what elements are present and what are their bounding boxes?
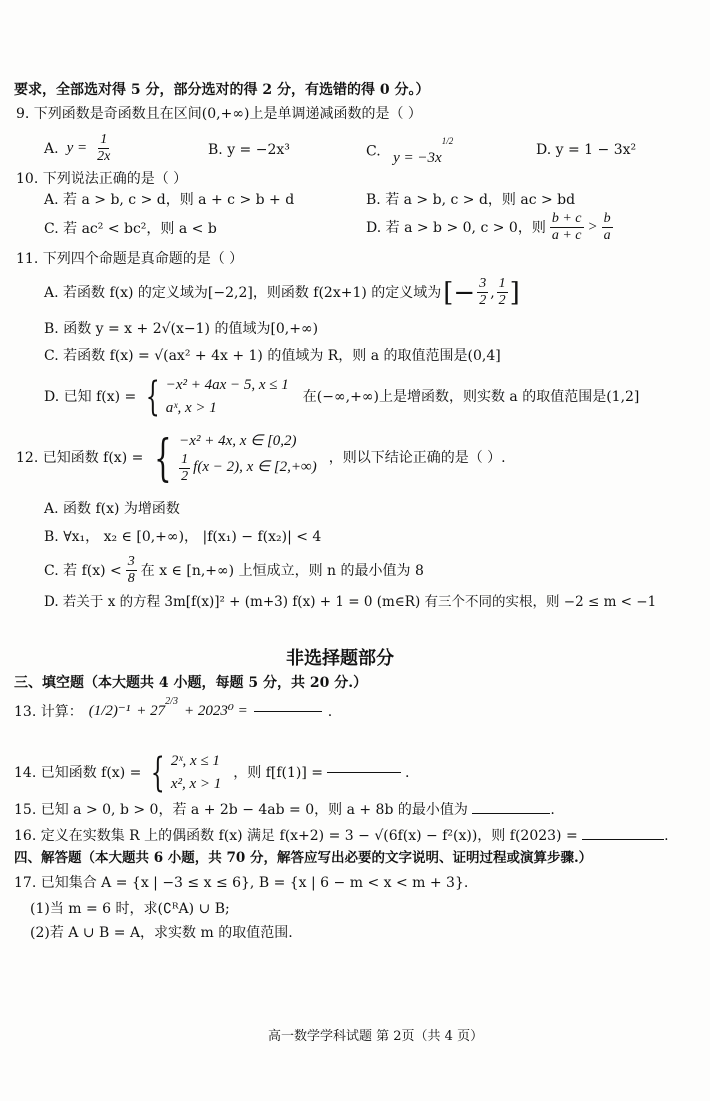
q11-option-c: C. 若函数 f(x) = √(ax² + 4x + 1) 的值域为 R，则 a 的取值范围是(0,4] bbox=[44, 348, 501, 364]
q10-option-c: C. 若 ac² < bc²，则 a < b bbox=[44, 221, 217, 237]
q12-stem-tail: ，则以下结论正确的是（ ）. bbox=[328, 450, 506, 467]
q11-stem: 11. 下列四个命题是真命题的是（ ） bbox=[16, 251, 244, 267]
q12-stem bbox=[16, 429, 506, 488]
q10-d-gt: > bbox=[587, 219, 598, 236]
q10-option-a: A. 若 a > b, c > d，则 a + c > b + d bbox=[44, 192, 295, 208]
q11-option-b: B. 函数 y = x + 2√(x−1) 的值域为[0,+∞) bbox=[44, 321, 319, 337]
q9-a-numerator: 1 bbox=[98, 132, 109, 149]
q12-case-2-num: 1 bbox=[179, 452, 190, 469]
q12-option-d: D. 若关于 x 的方程 3m[f(x)]² + (m+3) f(x) + 1 = 0 (m∈R) 有三个不同的实根，则 −2 ≤ m < −1 bbox=[44, 594, 657, 610]
q10-option-d-text: D. 若 a > b > 0, c > 0，则 bbox=[366, 219, 546, 236]
q12-case-2-den: 2 bbox=[181, 468, 189, 484]
q12-option-c bbox=[44, 554, 424, 587]
q9-option-c-expr: y = −3x bbox=[393, 149, 442, 166]
q14-prefix: 14. 已知函数 f(x) = bbox=[14, 764, 142, 781]
q12-stem-text: 12. 已知函数 f(x) = bbox=[16, 450, 144, 467]
q11-option-a-text: A. 若函数 f(x) 的定义域为[−2,2]，则函数 f(2x+1) 的定义域为 bbox=[44, 284, 442, 301]
q11-a-fraction-2 bbox=[497, 276, 508, 309]
q11-option-a bbox=[44, 276, 520, 309]
q9-option-a-fraction bbox=[95, 132, 112, 165]
q12-case-2-fraction bbox=[179, 452, 190, 485]
q12-c-fraction bbox=[126, 554, 137, 587]
section-title: 非选择题部分 bbox=[286, 648, 394, 669]
q14-case-2: x², x > 1 bbox=[170, 775, 222, 792]
q9-option-c-label: C. bbox=[366, 143, 381, 160]
q11-d-case-1: −x² + 4ax − 5, x ≤ 1 bbox=[165, 377, 289, 393]
q11-d-brace: { bbox=[145, 373, 160, 420]
q13-exponent: 2/3 bbox=[165, 695, 178, 707]
q12-brace: { bbox=[154, 429, 173, 488]
q16-answer-blank[interactable] bbox=[582, 839, 664, 840]
q12-case-2: f(x − 2), x ∈ [2,+∞) bbox=[193, 459, 317, 476]
q9-option-c bbox=[366, 136, 454, 166]
q11-a-fraction-1 bbox=[477, 276, 488, 309]
q16: 16. 定义在实数集 R 上的偶函数 f(x) 满足 f(x+2) = 3 − √(6f(x) − f²(x))，则 f(2023) = . bbox=[14, 828, 669, 844]
q14-tail: ，则 f[f(1)] = bbox=[233, 764, 323, 781]
q14-cases bbox=[171, 750, 221, 795]
q11-d-case-2: aˣ, x > 1 bbox=[165, 399, 217, 416]
q14-case-1: 2ˣ, x ≤ 1 bbox=[170, 753, 220, 769]
q11-a-left-bracket: [− bbox=[443, 277, 476, 308]
q11-a-right-bracket: ] bbox=[509, 277, 520, 308]
q11-a-den-1: 2 bbox=[479, 293, 487, 309]
q9-option-b: B. y = −2x³ bbox=[208, 142, 290, 158]
page-footer: 高一数学学科试题 第 2页（共 4 页） bbox=[268, 1029, 484, 1044]
q9-option-a-lhs: y = bbox=[66, 140, 88, 157]
q17-stem: 17. 已知集合 A = {x | −3 ≤ x ≤ 6}, B = {x | 6 − m < x < m + 3}. bbox=[14, 875, 469, 891]
q10-d-num-2: b bbox=[602, 211, 613, 228]
q9-option-a-label: A. bbox=[44, 140, 59, 157]
q11-option-d-text: D. 已知 f(x) = bbox=[44, 388, 137, 405]
q10-d-den-1: a + c bbox=[551, 228, 582, 244]
q12-option-c-tail: 在 x ∈ [n,+∞) 上恒成立，则 n 的最小值为 8 bbox=[140, 562, 424, 579]
q14-answer-blank[interactable] bbox=[327, 772, 401, 773]
q10-d-fraction-2 bbox=[602, 211, 613, 244]
q12-case-2-row bbox=[179, 452, 317, 485]
q11-a-comma: , bbox=[490, 284, 495, 301]
q15: 15. 已知 a > 0, b > 0，若 a + 2b − 4ab = 0，则 a + 8b 的最小值为 . bbox=[14, 802, 555, 818]
q17-part-2: (2)若 A ∪ B = A，求实数 m 的取值范围. bbox=[30, 925, 293, 941]
q13-answer-blank[interactable] bbox=[254, 711, 322, 712]
q11-a-num-2: 1 bbox=[497, 276, 508, 293]
q13: 13. 计算： (1/2)⁻¹ + 27 $^{2/3}$ + 2023⁰ = . bbox=[14, 695, 333, 720]
q9-option-c-exponent: 1/2 bbox=[441, 136, 454, 146]
q12-option-a: A. 函数 f(x) 为增函数 bbox=[44, 501, 180, 517]
q15-text: 15. 已知 a > 0, b > 0，若 a + 2b − 4ab = 0，则 a + 8b 的最小值为 bbox=[14, 802, 468, 818]
q12-option-b: B. ∀x₁， x₂ ∈ [0,+∞)， |f(x₁) − f(x₂)| < 4 bbox=[44, 529, 322, 545]
q9-stem: 9. 下列函数是奇函数且在区间(0,+∞)上是单调递减函数的是（ ） bbox=[16, 106, 422, 122]
q12-c-num: 3 bbox=[126, 554, 137, 571]
q10-d-den-2: a bbox=[603, 228, 611, 244]
q14-brace: { bbox=[151, 749, 166, 796]
q9-a-denominator: 2x bbox=[97, 149, 111, 165]
q16-text: 16. 定义在实数集 R 上的偶函数 f(x) 满足 f(x+2) = 3 − √(6f(x) − f²(x))，则 f(2023) = bbox=[14, 828, 578, 844]
q17-part-1: (1)当 m = 6 时，求(∁ᴿA) ∪ B; bbox=[30, 901, 230, 917]
q13-mid: + 27 bbox=[136, 703, 166, 719]
q12-case-1: −x² + 4x, x ∈ [0,2) bbox=[179, 433, 297, 449]
q13-paren-term: (1/2)⁻¹ bbox=[88, 703, 131, 719]
q11-d-cases bbox=[166, 374, 289, 419]
q9-option-a bbox=[44, 132, 112, 165]
q14: 14. 已知函数 f(x) = { 2ˣ, x ≤ 1 x², x > 1 ，则 f[f(1)] = . bbox=[14, 749, 410, 796]
q10-d-num-1: b + c bbox=[550, 211, 584, 228]
q12-option-c-text: C. 若 f(x) < bbox=[44, 562, 122, 579]
q13-tail: + 2023⁰ = bbox=[183, 703, 248, 719]
q11-option-d bbox=[44, 374, 639, 419]
q11-a-num-1: 3 bbox=[477, 276, 488, 293]
q10-option-d bbox=[366, 211, 613, 244]
section-fill-in-heading: 三、填空题（本大题共 4 小题，每题 5 分，共 20 分.） bbox=[14, 675, 368, 691]
q15-answer-blank[interactable] bbox=[472, 813, 550, 814]
q12-cases bbox=[179, 432, 317, 485]
header-note: 要求，全部选对得 5 分，部分选对的得 2 分，有选错的得 0 分。） bbox=[14, 82, 430, 98]
q11-a-den-2: 2 bbox=[498, 293, 506, 309]
q10-option-b: B. 若 a > b, c > d，则 ac > bd bbox=[366, 192, 576, 208]
q9-option-d: D. y = 1 − 3x² bbox=[536, 142, 637, 158]
q10-stem: 10. 下列说法正确的是（ ） bbox=[16, 171, 188, 187]
section-answer-heading: 四、解答题（本大题共 6 小题，共 70 分，解答应写出必要的文字说明、证明过程或演算步骤.） bbox=[14, 850, 593, 866]
q10-d-fraction-1 bbox=[550, 211, 584, 244]
q12-c-den: 8 bbox=[127, 571, 135, 587]
q13-prefix: 13. 计算： bbox=[14, 703, 83, 720]
q11-option-d-tail: 在(−∞,+∞)上是增函数，则实数 a 的取值范围是(1,2] bbox=[302, 388, 640, 405]
